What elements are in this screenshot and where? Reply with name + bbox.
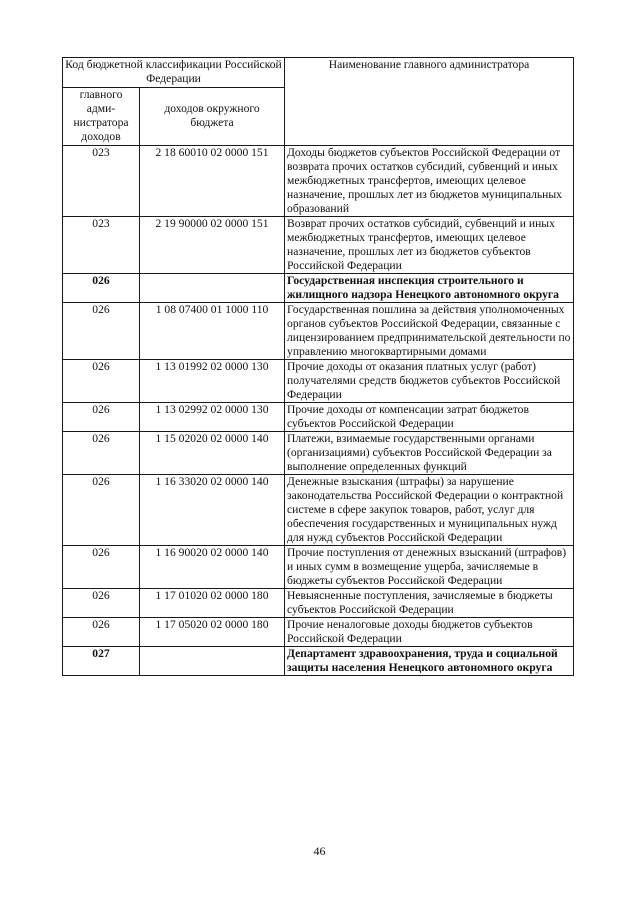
header-name-column: Наименование главного администратора [285, 58, 574, 146]
table-row [63, 475, 574, 546]
administrator-name-cell: Департамент здравоохранения, труда и социальной защиты населения Ненецкого автономного округа [285, 647, 574, 676]
admin-code-cell: 023 [63, 217, 140, 274]
budget-classification-table [62, 57, 574, 676]
income-code-cell [140, 274, 285, 303]
admin-code-cell: 026 [63, 403, 140, 432]
header-code-group: Код бюджетной классификации Российской Федерации [63, 58, 285, 88]
table-row [63, 432, 574, 475]
admin-code-cell: 027 [63, 647, 140, 676]
admin-code-cell: 026 [63, 432, 140, 475]
table-row [63, 647, 574, 676]
income-code-cell [140, 647, 285, 676]
admin-code-cell: 026 [63, 360, 140, 403]
admin-code-cell: 026 [63, 303, 140, 360]
table-row [63, 217, 574, 274]
income-code-cell: 1 13 01992 02 0000 130 [140, 360, 285, 403]
administrator-name-cell: Прочие поступления от денежных взысканий (штрафов) и иных сумм в возмещение ущерба, зачисляемые в бюджеты субъектов Российской Федерации [285, 546, 574, 589]
table-row [63, 618, 574, 647]
table-row [63, 360, 574, 403]
income-code-cell: 1 16 90020 02 0000 140 [140, 546, 285, 589]
table-row [63, 303, 574, 360]
table-row [63, 546, 574, 589]
income-code-cell: 1 08 07400 01 1000 110 [140, 303, 285, 360]
admin-code-cell: 023 [63, 146, 140, 217]
income-code-cell: 2 18 60010 02 0000 151 [140, 146, 285, 217]
administrator-name-cell: Государственная инспекция строительного и жилищного надзора Ненецкого автономного округа [285, 274, 574, 303]
table-row [63, 146, 574, 217]
administrator-name-cell: Платежи, взимаемые государственными органами (организациями) субъектов Российской Федерации за выполнение определенных функций [285, 432, 574, 475]
income-code-cell: 1 17 01020 02 0000 180 [140, 589, 285, 618]
income-code-cell: 2 19 90000 02 0000 151 [140, 217, 285, 274]
table-row [63, 403, 574, 432]
administrator-name-cell: Прочие доходы от оказания платных услуг (работ) получателями средств бюджетов субъектов Российской Федерации [285, 360, 574, 403]
admin-code-cell: 026 [63, 546, 140, 589]
table-body [63, 146, 574, 676]
header-admin-column: главного адми-нистратора доходов [63, 88, 140, 146]
administrator-name-cell: Прочие неналоговые доходы бюджетов субъектов Российской Федерации [285, 618, 574, 647]
admin-code-cell: 026 [63, 618, 140, 647]
income-code-cell: 1 16 33020 02 0000 140 [140, 475, 285, 546]
administrator-name-cell: Невыясненные поступления, зачисляемые в бюджеты субъектов Российской Федерации [285, 589, 574, 618]
administrator-name-cell: Прочие доходы от компенсации затрат бюджетов субъектов Российской Федерации [285, 403, 574, 432]
administrator-name-cell: Денежные взыскания (штрафы) за нарушение законодательства Российской Федерации о контрактной системе в сфере закупок товаров, работ, услуг для обеспечения государственных и муниципальных нужд для нужд субъектов Российской Федерации [285, 475, 574, 546]
administrator-name-cell: Доходы бюджетов субъектов Российской Федерации от возврата прочих остатков субсидий, субвенций и иных межбюджетных трансфертов, имеющих целевое назначение, прошлых лет из бюджетов муниципальных образований [285, 146, 574, 217]
page-number: 46 [313, 844, 326, 858]
table-row [63, 274, 574, 303]
admin-code-cell: 026 [63, 475, 140, 546]
header-income-column: доходов окружного бюджета [140, 88, 285, 146]
income-code-cell: 1 17 05020 02 0000 180 [140, 618, 285, 647]
table-row [63, 589, 574, 618]
income-code-cell: 1 13 02992 02 0000 130 [140, 403, 285, 432]
administrator-name-cell: Государственная пошлина за действия уполномоченных органов субъектов Российской Федерации, связанные с лицензированием предпринимательской деятельности по управлению многоквартирными домами [285, 303, 574, 360]
admin-code-cell: 026 [63, 589, 140, 618]
admin-code-cell: 026 [63, 274, 140, 303]
income-code-cell: 1 15 02020 02 0000 140 [140, 432, 285, 475]
administrator-name-cell: Возврат прочих остатков субсидий, субвенций и иных межбюджетных трансфертов, имеющих целевое назначение, прошлых лет из бюджетов субъектов Российской Федерации [285, 217, 574, 274]
